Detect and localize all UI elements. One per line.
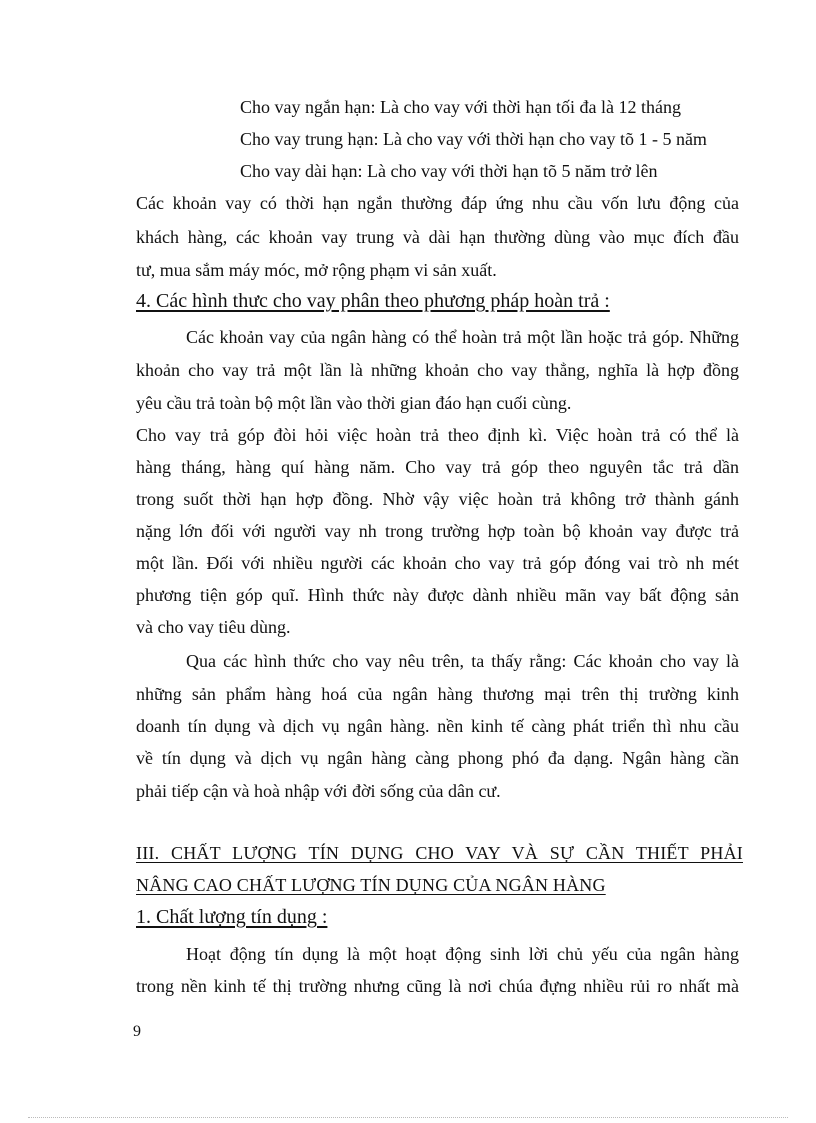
list-item-long-term: Cho vay dài hạn: Là cho vay với thời hạn tõ 5 năm trở lên	[240, 161, 658, 181]
paragraph-line: Các khoản vay có thời hạn ngắn thường đáp ứng nhu cầu vốn lưu động của	[136, 193, 739, 213]
paragraph-line: tư, mua sắm máy móc, mở rộng phạm vi sản xuất.	[136, 260, 497, 280]
paragraph-line: khách hàng, các khoản vay trung và dài hạn thường dùng vào mục đích đầu	[136, 227, 739, 247]
paragraph-line: trong nền kinh tế thị trường nhưng cũng là nơi chúa đựng nhiều rủi ro nhất mà	[136, 976, 739, 996]
paragraph-line: trong suốt thời hạn hợp đồng. Nhờ vậy việc hoàn trả không trở thành gánh	[136, 489, 739, 509]
paragraph-line: Hoạt động tín dụng là một hoạt động sinh lời chủ yếu của ngân hàng	[186, 944, 739, 964]
paragraph-line: một lần. Đối với nhiều người các khoản cho vay trả góp đóng vai trò nh mét	[136, 553, 739, 573]
subsection-heading-1: 1. Chất lượng tín dụng :	[136, 906, 328, 928]
paragraph-line: những sản phẩm hàng hoá của ngân hàng thương mại trên thị trường kinh	[136, 684, 739, 704]
paragraph-line: yêu cầu trả toàn bộ một lần vào thời gian đáo hạn cuối cùng.	[136, 393, 572, 413]
paragraph-line: về tín dụng và dịch vụ ngân hàng càng phong phó đa dạng. Ngân hàng cần	[136, 748, 739, 768]
page-number: 9	[133, 1023, 141, 1040]
paragraph-line: Các khoản vay của ngân hàng có thể hoàn trả một lần hoặc trả góp. Những	[186, 327, 739, 347]
paragraph-line: và cho vay tiêu dùng.	[136, 617, 291, 637]
paragraph-line: hàng tháng, hàng quí hàng năm. Cho vay trả góp theo nguyên tắc trả dần	[136, 457, 739, 477]
paragraph-line: Cho vay trả góp đòi hỏi việc hoàn trả theo định kì. Việc hoàn trả có thể là	[136, 425, 739, 445]
paragraph-line: doanh tín dụng và dịch vụ ngân hàng. nền kinh tế càng phát triển thì nhu cầu	[136, 716, 739, 736]
list-item-medium-term: Cho vay trung hạn: Là cho vay với thời hạn cho vay tõ 1 - 5 năm	[240, 129, 707, 149]
paragraph-line: phương tiện góp quĩ. Hình thức này được dành nhiều mãn vay bất động sản	[136, 585, 739, 605]
paragraph-line: Qua các hình thức cho vay nêu trên, ta thấy rằng: Các khoản cho vay là	[186, 651, 739, 671]
paragraph-line: khoản cho vay trả một lần là những khoản cho vay thẳng, nghĩa là hợp đồng	[136, 360, 739, 380]
section-heading-4: 4. Các hình thưc cho vay phân theo phương pháp hoàn trả :	[136, 290, 610, 312]
section-title-iii-line2: NÂNG CAO CHẤT LƯỢNG TÍN DỤNG CỦA NGÂN HÀNG	[136, 875, 606, 895]
list-item-short-term: Cho vay ngắn hạn: Là cho vay với thời hạn tối đa là 12 tháng	[240, 97, 681, 117]
paragraph-line: nặng lớn đối với người vay nh trong trường hợp toàn bộ khoản vay được trả	[136, 521, 739, 541]
section-title-iii-line1: III. CHẤT LƯỢNG TÍN DỤNG CHO VAY VÀ SỰ CẦN THIẾT PHẢI	[136, 843, 743, 863]
page-bottom-divider	[28, 1117, 788, 1118]
paragraph-line: phải tiếp cận và hoà nhập với đời sống của dân cư.	[136, 781, 501, 801]
